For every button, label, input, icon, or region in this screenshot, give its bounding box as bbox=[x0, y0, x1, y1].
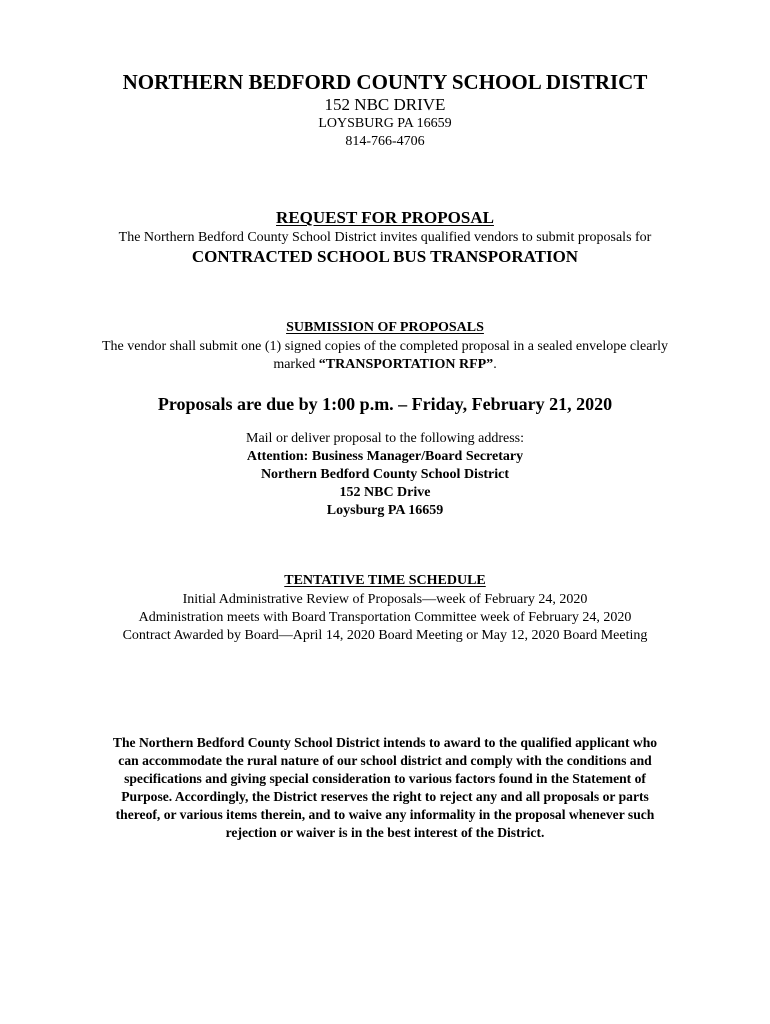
mailing-recipient-name: Northern Bedford County School District bbox=[260, 467, 510, 482]
award-statement-line: can accommodate the rural nature of our school district and comply with the conditions and bbox=[118, 753, 652, 768]
district-street-address: 152 NBC DRIVE bbox=[324, 95, 446, 114]
award-statement-line: rejection or waiver is in the best interest of the District. bbox=[225, 825, 545, 840]
submission-line-suffix: . bbox=[493, 357, 497, 372]
submission-instructions-line-2 bbox=[0, 358, 770, 372]
schedule-item: Contract Awarded by Board—April 14, 2020 Board Meeting or May 12, 2020 Board Meeting bbox=[122, 628, 648, 643]
rfp-intro-text: The Northern Bedford County School District invites qualified vendors to submit proposals for bbox=[118, 230, 652, 245]
schedule-item: Initial Administrative Review of Proposals—week of February 24, 2020 bbox=[182, 592, 588, 607]
district-phone-number: 814-766-4706 bbox=[345, 134, 425, 149]
mailing-street-address: 152 NBC Drive bbox=[339, 485, 431, 500]
submission-marked-prefix: marked bbox=[273, 357, 319, 372]
district-name-heading: NORTHERN BEDFORD COUNTY SCHOOL DISTRICT bbox=[122, 70, 648, 94]
award-statement-line: Purpose. Accordingly, the District reserves the right to reject any and all proposals or parts bbox=[121, 789, 649, 804]
rfp-heading: REQUEST FOR PROPOSAL bbox=[276, 208, 494, 227]
proposal-due-date: Proposals are due by 1:00 p.m. – Friday, February 21, 2020 bbox=[157, 394, 613, 414]
schedule-heading: TENTATIVE TIME SCHEDULE bbox=[284, 573, 486, 588]
submission-heading: SUBMISSION OF PROPOSALS bbox=[286, 320, 484, 335]
award-statement-line: The Northern Bedford County School District intends to award to the qualified applicant who bbox=[112, 735, 658, 750]
mailing-attention-line: Attention: Business Manager/Board Secretary bbox=[246, 449, 524, 464]
mailing-intro-text: Mail or deliver proposal to the following address: bbox=[246, 431, 524, 446]
envelope-marking-label: “TRANSPORTATION RFP” bbox=[318, 357, 494, 372]
award-statement-line: thereof, or various items therein, and to waive any informality in the proposal whenever such bbox=[115, 807, 655, 822]
award-statement-line: specifications and giving special consideration to various factors found in the Statement of bbox=[124, 771, 646, 786]
schedule-item: Administration meets with Board Transportation Committee week of February 24, 2020 bbox=[138, 610, 632, 625]
district-city-state-zip: LOYSBURG PA 16659 bbox=[318, 116, 452, 131]
mailing-city-state-zip: Loysburg PA 16659 bbox=[326, 503, 444, 518]
rfp-subject-title: CONTRACTED SCHOOL BUS TRANSPORATION bbox=[191, 247, 579, 266]
submission-instructions-line-1: The vendor shall submit one (1) signed copies of the completed proposal in a sealed envelope clearly bbox=[101, 339, 669, 354]
